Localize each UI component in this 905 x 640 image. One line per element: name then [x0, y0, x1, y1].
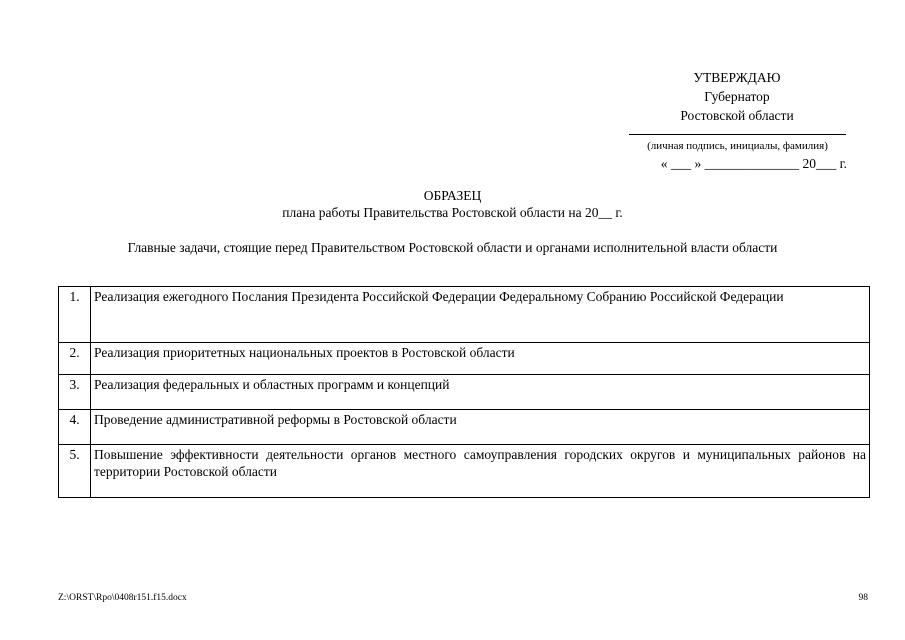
task-number: 4.	[59, 410, 91, 445]
table-row	[59, 375, 870, 410]
approval-block	[627, 68, 847, 125]
approver-region: Ростовской области	[680, 108, 794, 123]
document-subtitle: плана работы Правительства Ростовской области на 20__ г.	[282, 205, 623, 220]
footer-page-number: 98	[858, 593, 868, 603]
approve-word: УТВЕРЖДАЮ	[693, 70, 781, 85]
footer-file-path: Z:\ORST\Rpo\0408r151.f15.docx	[58, 593, 187, 603]
task-number: 2.	[59, 343, 91, 375]
tasks-table	[58, 286, 870, 498]
table-row	[59, 410, 870, 445]
task-number: 1.	[59, 287, 91, 343]
table-row	[59, 343, 870, 375]
signature-line	[629, 134, 846, 135]
task-number: 5.	[59, 445, 91, 498]
task-text: Проведение административной реформы в Ростовской области	[91, 410, 870, 445]
approval-date-line: « ___ » ______________ 20___ г.	[660, 156, 847, 171]
task-number: 3.	[59, 375, 91, 410]
approver-position: Губернатор	[704, 89, 770, 104]
signature-caption: (личная подпись, инициалы, фамилия)	[647, 140, 828, 152]
table-row	[59, 445, 870, 498]
table-row	[59, 287, 870, 343]
tasks-heading: Главные задачи, стоящие перед Правительством Ростовской области и органами исполнительной власти области	[127, 240, 778, 255]
task-text: Реализация ежегодного Послания Президента Российской Федерации Федеральному Собранию Российской Федерации	[91, 287, 870, 343]
document-title: ОБРАЗЕЦ	[423, 188, 482, 203]
task-text: Реализация приоритетных национальных проектов в Ростовской области	[91, 343, 870, 375]
task-text: Повышение эффективности деятельности органов местного самоуправления городских округов и муниципальных районов на территории Ростовской области	[91, 445, 870, 498]
task-text: Реализация федеральных и областных программ и концепций	[91, 375, 870, 410]
